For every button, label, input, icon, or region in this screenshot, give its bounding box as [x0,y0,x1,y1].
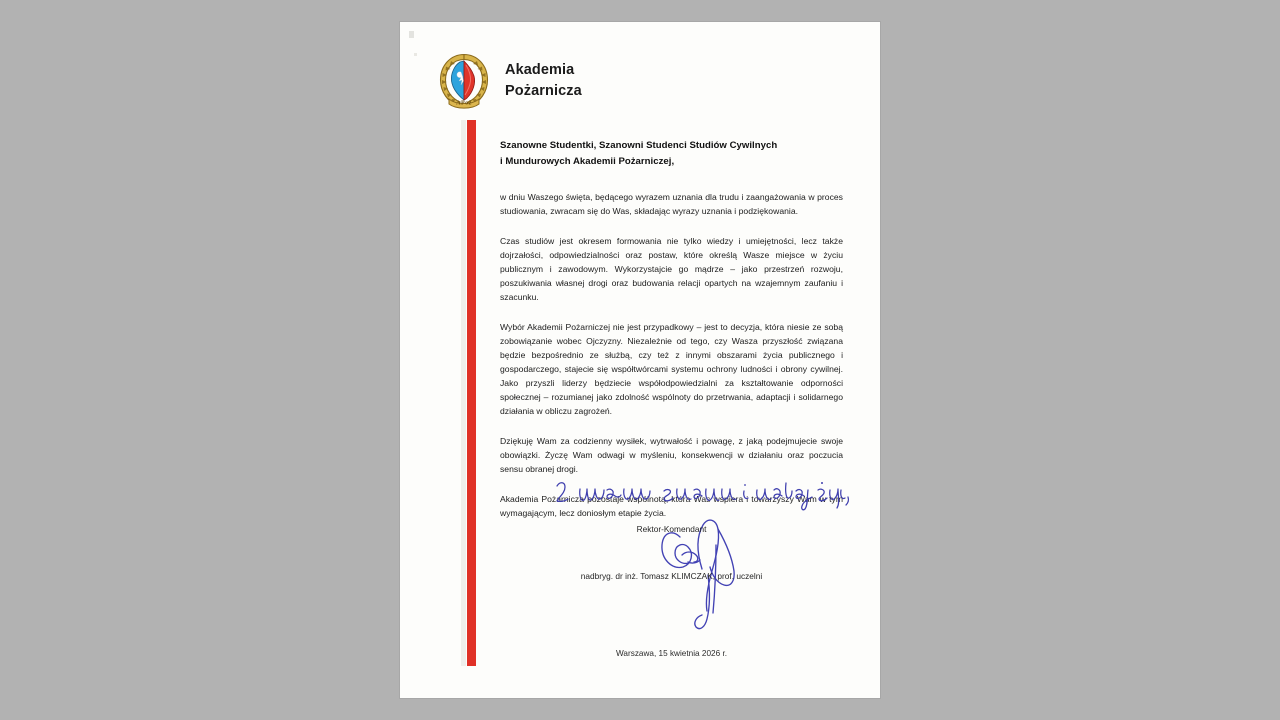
body-paragraph-4: Dziękuję Wam za codzienny wysiłek, wytrwałość i powagę, z jaką podejmujecie swoje obowiązki. Życzę Wam odwagi w myśleniu, konsekwencji w działaniu oraz poczucia sensu obranej drogi. [500,436,843,475]
letter-page [400,22,880,698]
body-paragraph-2: Czas studiów jest okresem formowania nie tylko wiedzy i umiejętności, lecz także dojrzałości, odpowiedzialności oraz postaw, które określą Wasze miejsce w życiu publicznym i zawodowym. Wykorzystajcie go mądrze – jako przestrzeń rozwoju, poszukiwania własnej drogi oraz budowania relacji opartych na wzajemnym zaufaniu i szacunku. [500,236,843,303]
salutation-line-2: i Mundurowych Akademii Pożarniczej, [500,155,675,167]
letterhead [436,50,582,112]
brand-name [505,60,582,102]
body-paragraph-5: Akademia Pożarnicza pozostaje wspólnotą, która Was wspiera i towarzyszy Wam w tym wymagającym, lecz doniosłym etapie życia. [500,494,843,519]
scan-artifact-speck [409,31,414,38]
letter-content [500,138,843,520]
signer-name: nadbryg. dr inż. Tomasz KLIMCZAK, prof. uczelni [580,571,763,581]
svg-text:APoż: APoż [456,100,472,107]
date-line: Warszawa, 15 kwietnia 2026 r. [615,649,728,658]
scan-artifact-speck-secondary [414,53,417,56]
salutation-line-1: Szanowne Studentki, Szanowni Studenci Studiów Cywilnych [500,140,778,151]
salutation [500,138,843,169]
akademia-pozarnicza-crest-icon [436,50,492,112]
body-paragraph-3: Wybór Akademii Pożarniczej nie jest przypadkowy – jest to decyzja, która niesie ze sobą zobowiązanie wobec Ojczyzny. Niezależnie od tego, czy Wasza przyszłość związana będzie bezpośrednio ze służbą, czy też z innymi obszarami życia publicznego i gospodarczego, stajecie się współtwórcami systemu ochrony ludności i obrony cywilnej. Jako przyszli liderzy będziecie współodpowiedzialni za kształtowanie odporności społecznej – rozumianej jako zdolność wspólnoty do przetrwania, adaptacji i solidarnego działania w obliczu zagrożeń. [500,322,843,417]
brand-line-1: Akademia [505,61,575,78]
brand-line-2: Pożarnicza [505,83,582,99]
signature-block [500,477,843,637]
red-rule-shadow [461,120,466,666]
signer-title: Rektor-Komendant [636,524,707,534]
body-paragraph-1: w dniu Waszego święta, będącego wyrazem uznania dla trudu i zaangażowania w proces studiowania, zwracam się do Was, składając wyrazy uznania i podziękowania. [500,192,843,217]
red-accent-rule [467,120,476,666]
handwritten-closing-icon [552,477,852,511]
